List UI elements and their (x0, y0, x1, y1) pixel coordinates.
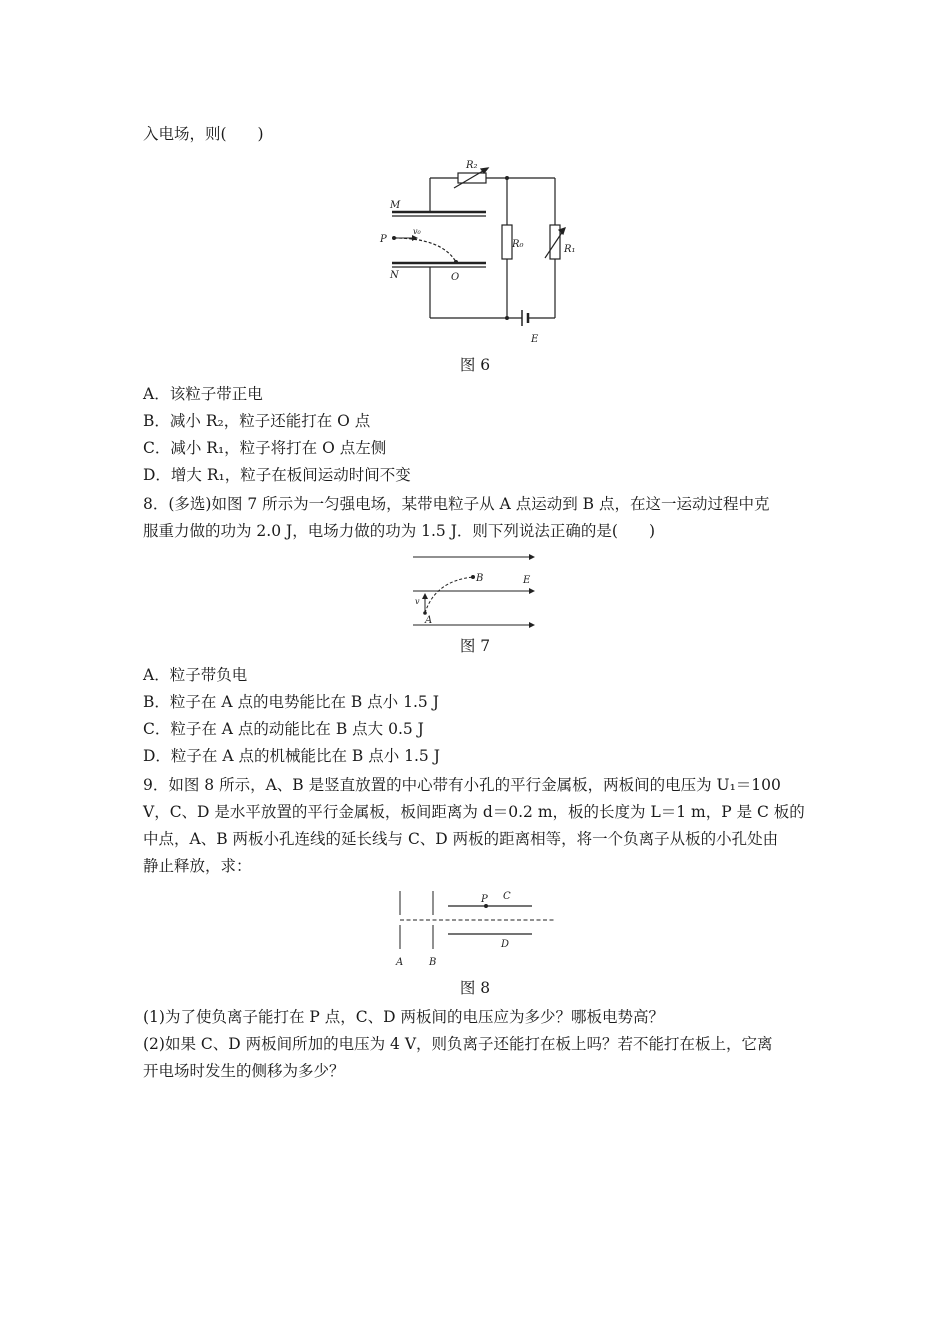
label-r1: R₁ (564, 244, 576, 255)
figure-8-plates (388, 883, 558, 971)
question-9-line-2: V，C、D 是水平放置的平行金属板，板间距离为 d＝0.2 m，板的长度为 L＝1 m，P 是 C 板的 (143, 803, 805, 821)
question-8-line-1: 8．(多选)如图 7 所示为一匀强电场，某带电粒子从 A 点运动到 B 点，在这一运动过程中克 (143, 495, 770, 513)
option-a: A．该粒子带正电 (143, 385, 263, 403)
question-9-line-1: 9．如图 8 所示，A、B 是竖直放置的中心带有小孔的平行金属板，两板间的电压为 U₁＝100 (143, 776, 781, 794)
option-b: B．减小 R₂，粒子还能打在 O 点 (143, 412, 371, 430)
option-c: C．减小 R₁，粒子将打在 O 点左侧 (143, 439, 387, 457)
label-v0: v₀ (413, 227, 421, 236)
label-p: P (380, 234, 387, 245)
label-p: P (481, 894, 488, 905)
label-n: N (390, 270, 399, 281)
sub-question-1: (1)为了使负离子能打在 P 点，C、D 两板间的电压应为多少？哪板电势高？ (143, 1008, 664, 1026)
text-line-1: 入电场，则( ) (143, 125, 264, 143)
label-a: A (425, 615, 433, 626)
label-v: v (415, 597, 420, 606)
label-d: D (501, 939, 510, 950)
sub-question-2-line-1: (2)如果 C、D 两板间所加的电压为 4 V，则负离子还能打在板上吗？若不能打在板上，它离 (143, 1035, 773, 1053)
label-o: O (451, 272, 460, 283)
option-b: B．粒子在 A 点的电势能比在 B 点小 1.5 J (143, 693, 439, 711)
label-a: A (396, 957, 404, 968)
sub-question-2-line-2: 开电场时发生的侧移为多少？ (143, 1062, 345, 1080)
label-e: E (531, 334, 539, 345)
option-c: C．粒子在 A 点的动能比在 B 点大 0.5 J (143, 720, 424, 738)
caption-fig8: 图 8 (459, 979, 491, 997)
question-8-line-2: 服重力做的功为 2.0 J，电场力做的功为 1.5 J．则下列说法正确的是( ) (143, 522, 656, 540)
label-e: E (523, 575, 531, 586)
caption-fig6: 图 6 (459, 356, 491, 374)
label-r0: R₀ (512, 239, 524, 250)
option-d: D．粒子在 A 点的机械能比在 B 点小 1.5 J (143, 747, 440, 765)
label-b: B (429, 957, 437, 968)
question-9-line-4: 静止释放，求： (143, 857, 252, 875)
label-b: B (476, 573, 484, 584)
label-c: C (503, 891, 511, 902)
figure-6-circuit (370, 150, 590, 350)
option-d: D．增大 R₁，粒子在板间运动时间不变 (143, 466, 411, 484)
question-9-line-3: 中点，A、B 两板小孔连线的延长线与 C、D 两板的距离相等，将一个负离子从板的小孔处由 (143, 830, 779, 848)
option-a: A．粒子带负电 (143, 666, 248, 684)
caption-fig7: 图 7 (459, 637, 491, 655)
figure-7-field (405, 549, 545, 631)
label-r2: R₂ (466, 160, 478, 171)
label-m: M (390, 200, 401, 211)
